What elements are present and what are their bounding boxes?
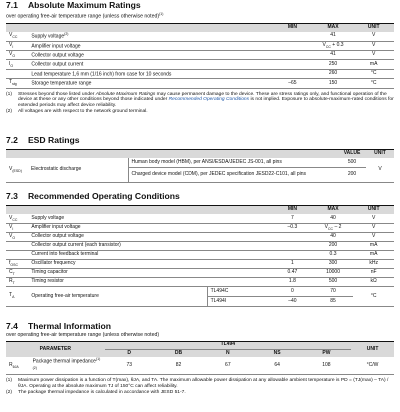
recommended-table — [6, 205, 394, 307]
section-title — [6, 1, 394, 11]
section-heading: Thermal Information — [27, 321, 112, 331]
header-device: TL494 — [105, 341, 351, 349]
note-marker: (2) — [6, 389, 12, 395]
header-parameter: PARAMETER — [6, 341, 105, 357]
thermal-unit: °C/W — [366, 361, 379, 368]
header-pkg-n: N — [203, 349, 252, 357]
note-text-e: is not implied. Exposure to absolute-maximum-rated conditions for extended periods may affect device reliability. — [18, 97, 394, 109]
symbol: V — [9, 223, 13, 230]
table-row — [6, 50, 394, 59]
row-max — [313, 50, 354, 59]
max-text: 500 — [328, 278, 338, 284]
symbol: V — [9, 32, 13, 39]
max-sub: CC — [328, 226, 334, 231]
row-min — [272, 69, 313, 78]
desc-text: Amplifier input voltage — [31, 43, 81, 50]
symbol-sub: O — [10, 63, 14, 68]
header-max: MAX — [313, 23, 354, 32]
row-min — [272, 250, 313, 259]
row-max: 70 — [330, 287, 336, 294]
table-row — [6, 232, 394, 241]
row-max — [313, 214, 354, 223]
row-unit: mA — [369, 251, 378, 257]
note-text — [18, 92, 394, 110]
row-desc — [28, 50, 272, 59]
row-unit: °C — [370, 70, 377, 77]
row-min: –40 — [288, 297, 297, 304]
section-subtitle: over operating free-air temperature range (unless otherwise noted) — [6, 331, 160, 338]
symbol-sub: T — [12, 280, 15, 285]
row-desc: Collector output voltage — [31, 233, 84, 239]
row-desc: Amplifier input voltage — [31, 224, 81, 230]
note-text-c: may cause permanent damage to the device. These are stress ratings only, and functional operation of the device at these or any other conditions beyond those indicated under — [18, 91, 387, 103]
note-marker: (1) — [6, 378, 12, 384]
header-unit: UNIT — [351, 341, 394, 357]
section-number: 7.4 — [6, 321, 18, 331]
symbol-sub: CC — [12, 217, 18, 222]
max-text: 41 — [330, 32, 336, 39]
esd-cdm-desc: Charged device model (CDM), per JEDEC specification JESD22-C101, all pins — [128, 167, 338, 182]
header-blank — [6, 149, 338, 158]
row-unit: V — [372, 224, 376, 230]
row-desc — [28, 69, 272, 78]
esd-cdm-value: 200 — [347, 171, 357, 177]
row-unit: V — [372, 51, 376, 58]
row-min — [272, 32, 313, 41]
abs-max-table — [6, 23, 394, 89]
note-1 — [6, 378, 394, 390]
thermal-value-db: 82 — [175, 361, 182, 368]
row-symbol — [6, 241, 28, 250]
row-max — [313, 268, 354, 277]
desc-note: (2) — [64, 32, 69, 37]
row-desc: Current into feedback terminal — [31, 251, 99, 257]
symbol: f — [9, 259, 11, 266]
esd-symbol — [6, 158, 28, 182]
row-symbol — [6, 232, 28, 241]
max-tail: + 0.3 — [330, 41, 344, 48]
section-recommended — [6, 192, 394, 307]
abs-max-notes — [6, 92, 394, 116]
max-text: 260 — [328, 70, 338, 77]
recommended-conditions-link[interactable]: Recommended Operating Conditions — [168, 97, 250, 103]
row-unit: V — [372, 32, 376, 39]
row-min: 0 — [291, 287, 294, 294]
symbol-sub: I — [12, 44, 14, 49]
row-symbol — [6, 79, 28, 88]
symbol: V — [9, 214, 13, 221]
row-min — [272, 41, 313, 50]
note-2 — [6, 390, 394, 396]
max-text: 41 — [330, 51, 336, 58]
row-desc: Oscillator frequency — [31, 260, 76, 266]
section-heading: Recommended Operating Conditions — [27, 191, 180, 201]
max-text: 40 — [330, 214, 336, 221]
symbol-sub: θJA — [12, 364, 19, 369]
thermal-value-pw: 108 — [322, 361, 331, 368]
row-symbol — [6, 259, 28, 268]
table-row — [6, 250, 394, 259]
symbol-sub: A — [12, 295, 15, 300]
note-text: The package thermal impedance is calculated in accordance with JESD 51-7. — [18, 389, 186, 395]
thermal-value-ns: 64 — [274, 361, 280, 368]
header-unit: UNIT — [366, 149, 394, 158]
row-symbol — [6, 50, 28, 59]
symbol-sub: CC — [12, 35, 18, 40]
symbol: I — [9, 60, 11, 67]
row-min — [272, 232, 313, 241]
symbol-sub: (ESD) — [12, 169, 22, 174]
thermal-table — [6, 341, 394, 375]
symbol: V — [9, 166, 13, 173]
row-symbol — [6, 214, 28, 223]
row-max — [313, 32, 354, 41]
header-unit: UNIT — [353, 23, 394, 32]
table-row — [6, 259, 394, 268]
symbol: V — [9, 232, 13, 239]
table-row — [6, 223, 394, 232]
row-max — [313, 250, 354, 259]
header-value: VALUE — [338, 149, 366, 158]
row-max — [313, 223, 354, 232]
section-thermal — [6, 322, 394, 396]
header-min: MIN — [272, 23, 313, 32]
note-text-b: Absolute Maximum Ratings — [95, 91, 156, 97]
row-desc: Collector output current (each transistor) — [31, 242, 121, 248]
table-row — [6, 41, 394, 50]
subtitle-note: (1) — [159, 11, 164, 16]
row-max — [313, 259, 354, 268]
note-marker: (2) — [6, 109, 12, 115]
row-symbol — [6, 286, 28, 306]
table-row — [6, 241, 394, 250]
thermal-symbol — [6, 357, 30, 374]
symbol-sub: O — [12, 54, 16, 59]
row-unit: nF — [370, 269, 377, 275]
table-row — [6, 286, 394, 296]
desc-text: Package thermal impedance — [32, 359, 96, 365]
row-desc — [28, 60, 272, 69]
row-unit: °C — [370, 79, 377, 86]
section-absolute-max — [6, 1, 394, 115]
row-unit: kΩ — [370, 278, 377, 284]
row-unit: kHz — [369, 260, 378, 266]
row-max — [313, 60, 354, 69]
row-desc: Supply voltage — [31, 214, 65, 221]
symbol: R — [9, 277, 13, 284]
row-unit: V — [372, 41, 376, 48]
section-heading: Absolute Maximum Ratings — [27, 0, 141, 10]
desc-text: Supply voltage — [31, 33, 65, 40]
row-symbol — [6, 223, 28, 232]
row-max: 85 — [330, 297, 336, 304]
max-text: 10000 — [326, 269, 340, 275]
row-unit: V — [372, 233, 376, 239]
symbol-sub: O — [12, 235, 16, 240]
desc-note: (1)(2) — [32, 357, 101, 370]
thermal-desc — [30, 357, 105, 374]
header-unit: UNIT — [353, 205, 394, 214]
row-desc — [28, 79, 272, 88]
table-row — [6, 277, 394, 286]
row-symbol — [6, 277, 28, 286]
esd-hbm-desc: Human body model (HBM), per ANSI/ESDA/JEDEC JS-001, all pins — [128, 158, 338, 167]
row-symbol — [6, 32, 28, 41]
max-tail: – 2 — [333, 223, 342, 230]
section-number: 7.2 — [6, 135, 18, 145]
thermal-value-d: 73 — [126, 361, 133, 368]
max-sub: CC — [325, 44, 331, 49]
max-text: 40 — [330, 233, 336, 239]
row-min: –0.3 — [287, 224, 298, 230]
row-min: 1 — [291, 260, 294, 266]
max-text: 0.3 — [329, 251, 337, 257]
row-unit: mA — [369, 60, 378, 67]
row-symbol — [6, 69, 28, 78]
note-text: All voltages are with respect to the network ground terminal. — [18, 109, 148, 115]
note-text: Maximum power dissipation is a function of T(max), θJA, and TA. The maximum allowable power dissipation at any allowable ambient temperature is PD = (TJ(max) – TA) / θJA. Operating at the absolute maximum TJ of 150°C can affect reliability. — [18, 378, 389, 390]
table-row — [6, 32, 394, 41]
header-blank — [6, 205, 272, 214]
row-unit: mA — [369, 242, 378, 248]
row-min: 7 — [291, 214, 294, 221]
row-symbol — [6, 41, 28, 50]
esd-hbm-value: 500 — [347, 158, 357, 165]
row-min: 0.47 — [287, 269, 298, 275]
table-row — [6, 69, 394, 78]
note-marker: (1) — [6, 91, 12, 97]
header-max: MAX — [313, 205, 354, 214]
row-max — [313, 277, 354, 286]
row-min: 1.8 — [288, 278, 296, 284]
max-text: V — [324, 223, 328, 230]
symbol: T — [9, 292, 13, 299]
row-symbol — [6, 60, 28, 69]
header-pkg-db: DB — [154, 349, 203, 357]
table-row — [6, 60, 394, 69]
desc-text: Storage temperature range — [31, 80, 92, 87]
symbol: R — [9, 361, 13, 368]
row-desc: Timing capacitor — [31, 269, 68, 275]
symbol-sub: T — [12, 271, 15, 276]
max-text: 250 — [328, 60, 338, 67]
header-pkg-ns: NS — [252, 349, 301, 357]
table-row — [6, 79, 394, 88]
row-part: TL494I — [207, 296, 272, 306]
section-esd — [6, 136, 394, 183]
header-min: MIN — [272, 205, 313, 214]
table-row — [6, 268, 394, 277]
max-text: 300 — [328, 260, 338, 266]
symbol: V — [9, 41, 13, 48]
symbol: C — [9, 268, 13, 275]
desc-text: Collector output voltage — [31, 52, 84, 59]
section-heading: ESD Ratings — [27, 135, 80, 145]
note-1 — [6, 92, 394, 110]
symbol: T — [9, 79, 13, 86]
row-part: TL494C — [207, 286, 272, 296]
esd-table — [6, 149, 394, 183]
row-max — [313, 232, 354, 241]
header-pkg-pw: PW — [302, 349, 351, 357]
row-max — [313, 241, 354, 250]
section-subtitle — [6, 12, 394, 21]
esd-label: Electrostatic discharge — [28, 158, 128, 182]
section-number: 7.1 — [6, 0, 18, 10]
row-max — [313, 79, 354, 88]
max-text: 200 — [328, 242, 338, 248]
section-number: 7.3 — [6, 191, 18, 201]
header-blank — [6, 23, 272, 32]
desc-text: Lead temperature 1,6 mm (1/16 inch) from case for 10 seconds — [31, 71, 172, 78]
row-min — [272, 50, 313, 59]
row-symbol — [6, 250, 28, 259]
note-2 — [6, 109, 394, 115]
section-title — [6, 322, 394, 332]
row-unit: °C — [353, 286, 394, 306]
note-text-a: Stresses beyond those listed under — [18, 91, 96, 97]
symbol-sub: stg — [12, 82, 17, 87]
thermal-notes — [6, 378, 394, 396]
subtitle-text: over operating free-air temperature range (unless otherwise noted) — [6, 13, 160, 20]
desc-text: Collector output current — [31, 62, 84, 69]
thermal-value-n: 67 — [225, 361, 231, 368]
row-unit: V — [372, 214, 376, 221]
row-desc — [28, 41, 272, 50]
table-row — [6, 214, 394, 223]
header-pkg-d: D — [105, 349, 154, 357]
max-text: V — [322, 41, 326, 48]
section-title — [6, 192, 394, 202]
row-min — [272, 60, 313, 69]
section-title — [6, 136, 394, 146]
row-desc — [28, 32, 272, 41]
row-symbol — [6, 268, 28, 277]
row-desc: Timing resistor — [31, 278, 64, 284]
row-max — [313, 69, 354, 78]
row-desc: Operating free-air temperature — [28, 286, 207, 306]
symbol-sub: OSC — [10, 262, 18, 267]
row-min — [272, 241, 313, 250]
row-min: –65 — [288, 79, 297, 86]
row-max — [313, 41, 354, 50]
symbol-sub: I — [12, 226, 14, 231]
esd-unit: V — [366, 158, 394, 182]
max-text: 150 — [328, 79, 338, 86]
symbol: V — [9, 51, 13, 58]
